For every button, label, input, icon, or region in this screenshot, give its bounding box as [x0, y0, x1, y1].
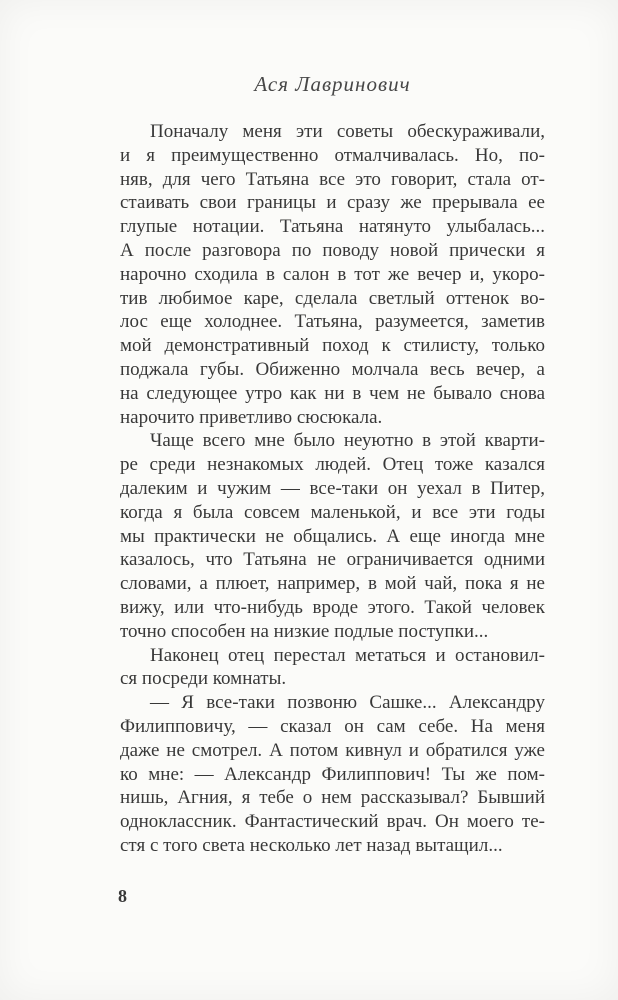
text-line: Филипповичу, — сказал он сам себе. На меня — [120, 715, 545, 737]
text-line: стя с того света несколько лет назад вытащил... — [120, 834, 503, 856]
text-line: вижу, или что-нибудь вроде этого. Такой человек — [120, 596, 545, 618]
text-block — [120, 120, 545, 858]
text-line: и я преимущественно отмалчивалась. Но, по- — [120, 144, 545, 166]
text-line: поджала губы. Обиженно молчала весь вечер, а — [120, 358, 545, 380]
text-line: даже не смотрел. А потом кивнул и обратился уже — [120, 739, 545, 761]
text-line: стаивать свои границы и сразу же прерывала ее — [120, 192, 545, 214]
text-line: казалось, что Татьяна не ограничивается одними — [120, 549, 545, 571]
text-line: мы практически не общались. А еще иногда мне — [120, 525, 545, 547]
text-line: Наконец отец перестал метаться и остановил- — [150, 644, 545, 666]
text-line: далеким и чужим — все-таки он уехал в Питер, — [120, 477, 545, 499]
text-line: — Я все-таки позвоню Сашке... Александру — [150, 692, 545, 714]
text-line: когда я была совсем маленькой, и все эти годы — [120, 501, 545, 523]
text-line: ко мне: — Александр Филиппович! Ты же пом- — [120, 763, 545, 785]
text-line: нарочито приветливо сюсюкала. — [120, 406, 383, 428]
text-line: ся посреди комнаты. — [120, 668, 287, 690]
text-line: лос еще холоднее. Татьяна, разумеется, заметив — [120, 311, 545, 333]
text-line: словами, а плюет, например, в мой чай, пока я не — [120, 573, 545, 595]
text-line: нишь, Агния, я тебе о нем рассказывал? Бывший — [120, 787, 545, 809]
running-header: Ася Лавринович — [254, 72, 411, 96]
text-line: глупые нотации. Татьяна натянуто улыбалась... — [120, 216, 545, 238]
text-line: Чаще всего мне было неуютно в этой кварти- — [150, 430, 545, 452]
text-line: тив любимое каре, сделала светлый оттенок во- — [120, 287, 545, 309]
paragraph — [120, 644, 545, 692]
paragraph — [120, 691, 545, 858]
text-line: нарочно сходила в салон в тот же вечер и, укоро- — [120, 263, 545, 285]
paragraph — [120, 120, 545, 429]
text-line: Поначалу меня эти советы обескураживали, — [150, 121, 545, 142]
text-line: ре среди незнакомых людей. Отец тоже казался — [120, 454, 545, 476]
text-line: одноклассник. Фантастический врач. Он моего те- — [120, 811, 545, 833]
text-line: точно способен на низкие подлые поступки... — [120, 620, 489, 642]
text-line: А после разговора по поводу новой прически я — [120, 239, 545, 261]
text-line: на следующее утро как ни в чем не бывало снова — [120, 382, 545, 404]
paragraph — [120, 429, 545, 643]
page-number: 8 — [118, 886, 127, 906]
text-line: няв, для чего Татьяна все это говорит, стала от- — [120, 168, 545, 190]
text-line: мой демонстративный поход к стилисту, только — [120, 335, 545, 357]
